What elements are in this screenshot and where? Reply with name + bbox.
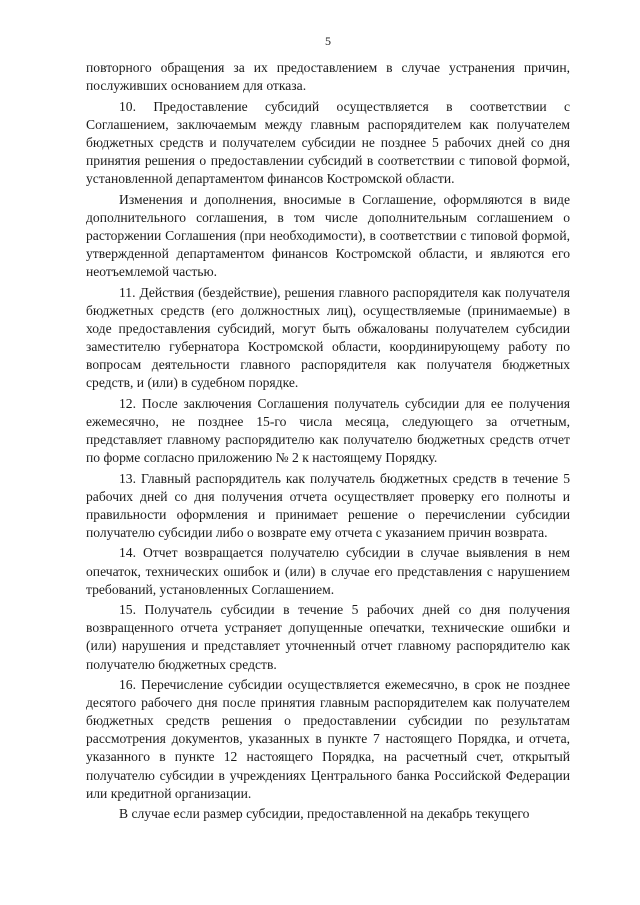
paragraph-item-10: 10. Предоставление субсидий осуществляется в соответствии с Соглашением, заключаемым между главным распорядителем как получателем бюджетных средств и получателем субсидии не позднее 5 рабочих дней со дня принятия решения о предоставлении субсидий в соответствии с типовой формой, установленной департаментом финансов Костромской области. [86,98,570,187]
paragraph-item-14: 14. Отчет возвращается получателю субсидии в случае выявления в нем опечаток, технических ошибок и (или) в случае его представления с нарушением требований, установленных Соглашением. [86,545,570,597]
paragraph-december-case: В случае если размер субсидии, предоставленной на декабрь текущего [119,806,530,822]
paragraph-item-11: 11. Действия (бездействие), решения главного распорядителя как получателя бюджетных средств (его должностных лиц), осуществляемые (принимаемые) в ходе предоставления субсидий, могут быть обжалованы получателем субсидии заместителю губернатора Костромской области, координирующему работу по вопросам деятельности главного распорядителя как получателя бюджетных средств, и (или) в судебном порядке. [86,284,570,391]
paragraph-item-13: 13. Главный распорядитель как получатель бюджетных средств в течение 5 рабочих дней со дня получения отчета осуществляет проверку его полноты и правильности оформления и принимает решение о перечислении субсидии получателю субсидии либо о возврате ему отчета с указанием причин возврата. [86,470,570,540]
paragraph-item-12: 12. После заключения Соглашения получатель субсидии для ее получения ежемесячно, не позднее 15-го числа месяца, следующего за отчетным, представляет главному распорядителю как получателю бюджетных средств отчет по форме согласно приложению № 2 к настоящему Порядку. [86,395,570,465]
paragraph-amendments: Изменения и дополнения, вносимые в Соглашение, оформляются в виде дополнительного соглашения, в том числе дополнительным соглашением о расторжении Соглашения (при необходимости), в соответствии с типовой формой, утвержденной департаментом финансов Костромской области, и являются его неотъемлемой частью. [86,191,570,280]
page-number: 5 [325,34,331,48]
paragraph-item-16: 16. Перечисление субсидии осуществляется ежемесячно, в срок не позднее десятого рабочего дня после принятия главным распорядителем как получателем бюджетных средств решения о предоставлении субсидии по результатам рассмотрения документов, указанных в пункте 7 настоящего Порядка, и отчета, указанного в пункте 12 настоящего Порядка, на расчетный счет, открытый получателю субсидии в учреждениях Центрального банка Российской Федерации или кредитной организации. [86,677,570,801]
document-page [86,33,570,826]
paragraph-continuation: повторного обращения за их предоставлением в случае устранения причин, послуживших основанием для отказа. [86,60,570,94]
paragraph-item-15: 15. Получатель субсидии в течение 5 рабочих дней со дня получения возвращенного отчета устраняет допущенные опечатки, технические ошибки и (или) нарушения и представляет уточненный отчет главному распорядителю как получателю бюджетных средств. [86,602,570,672]
